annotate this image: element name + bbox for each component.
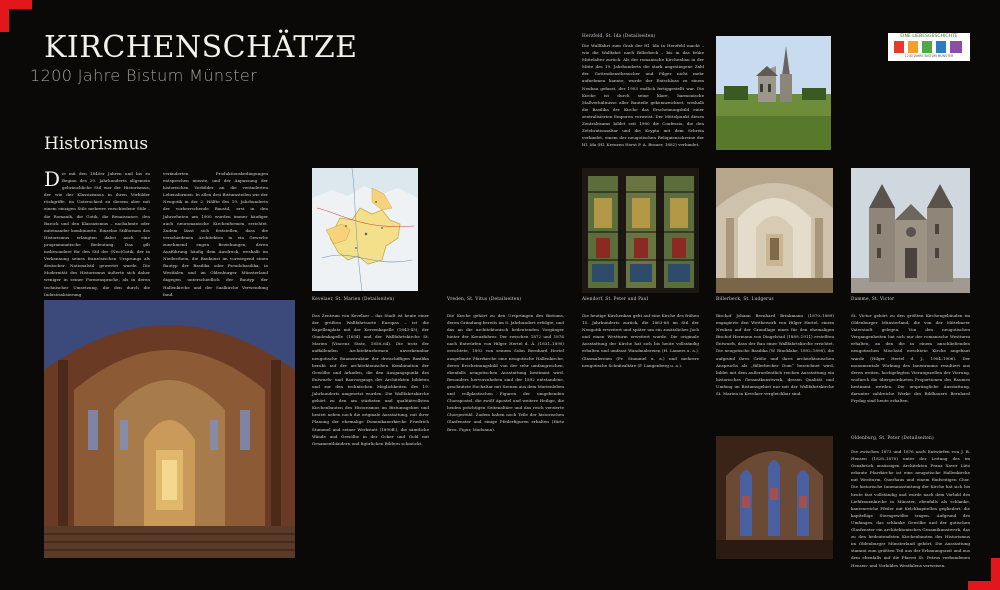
kevelaer-interior-photo — [44, 300, 295, 558]
damme-text: St. Victor gehört zu den größten Kirchengebäuden im Oldenburger Münsterland, die von der Mittelmeer Vaterstadt gelegen. Von den neugotischen Vergangenheiten hat sich nur der romanische Westturm erhalten, an den die in einem anschließenden neugotischen Mischstil errichtete Kirche angebaut wurde (Hilger Hertel d. J., 1904–1906). Der monumentale Wirkung des Innenraums resultiert aus deren weiten, hochgelegten Vierungszellen der Vierung, wodurch die übergeordneten Proportionen des Raumes bestimmt werden. Die ursprüngliche Ausstattung, darunter zahlreiche Werke des Bildhauers Bernhard Frydag sind heute erhalten. — [851, 313, 970, 404]
logo-subtitle: 1200 JAHRE BISTUM MÜNSTER — [904, 54, 954, 58]
oldenburg-text: Die zwischen 1873 und 1876 nach Entwürfen von J. B. Hensen (1828–1870) unter der Leitung des im Osnabrück ansässigen Architekten Franz Xaver Lütz erbaute Pfarrkirche ist eine neugotische Hallenkirche mit Westturm, Querhaus und einem fünfseitigen Chor. Die historische Innenausstattung der Kirche hat sich bis heute fast vollständig und wurde nach dem Vorbild des Liebfrauenkirche in Münster, ebenfalls als schlanke, kantenreiche Pfeiler mit Kelchkapitellen gegliedert, die kapitellige Sterngewölbe tragen. Aufgrund des Umfanges, das schlanke Gewölbe und der gotischen Glasfenster ein architektonisches Gesamtkunstwerk, das zu den bedeutendsten Kirchenbauten des Historismus im Oldenburger Münsterland gehört. Die Ausstattung stammt zum größten Teil aus der Erbauungszeit und aus dem ebenfalls auf die Pfarrei St. Petrus verbundenen Hensen- und Vorbildes Westfalens verweisen. — [851, 449, 970, 568]
kevelaer-caption: Kevelaer, St. Marien (Detailseiten) — [312, 297, 395, 302]
billerbeck-text: Bischof Johann Bernhard Brinkmann (1870–1889) engagierte den Wettbewerb von Hilger Hertel, einem Neubau auf der Grundlage eines für den ehemaligen Bischof Hermann von Dingelstad (1889–1911) erstellten Entwurfs, dass der Bau einer Wallfahrtskirche errichtet. Die neugotische Basilika (W. Rincklake, 1892–1898), die aufgrund ihres Größe und ihres architektonischen Anspruchs als „Billerbecker Dom“ bezeichnet wird, bildet mit dem außerordentlich reichen Ausstattung ein historisches Gesamtkunstwerk, dessen Qualität und Umfang im Bistumsgebiet nur mit der Wallfahrtskirche St. Marien in Kevelaer vergleichbar sind. — [716, 313, 834, 397]
dropcap: D — [44, 167, 61, 191]
diocese-map-image — [312, 168, 418, 291]
brand-subtitle: 1200 Jahre Bistum Münster — [30, 66, 258, 85]
aldendorf-stained-glass-photo — [582, 168, 699, 293]
damme-caption: Damme, St. Victor — [851, 297, 895, 302]
vreden-text: Die Kirche gehört zu den Ursprüngen des Bistums, deren Gründung bereits im 8. Jahrhundert erfolgte, und das an die architektonisch bedeutenden Vorgänger hinter der Kreuzfahrer. Der zwischen 1872 und 1876 nach Entwürfen von Hilger Hertel d. Ä. (1831–1890) errichtete, 1892 von seinem Sohn Bernhard Hertel ausgebaute Pfarrkirche eine neugotische Hallenkirche, deren Erscheinungsbild von der sehr umfangreichen, ebenfalls neugotischen Ausstattung bestimmt wird. Besonders hervorzuheben sind der 1892 entstandene, geschnitzte Hochaltar mit Szenen aus dem Marienleben und vollplastischen Figuren der umgebenden Chorapostel, die zwölf Apostel und weitere Heilige, die beiden prächtigen Seitenaltäre und das reich verzierte Chorgestühl. Zudem haben noch Teile der historischen Glasfenster und einige Pfeilerfiguren erhalten (Hirtz Bros. Figur, Madonna). — [447, 313, 564, 432]
intro-text-col2: veränderten Produktionsbedingungen entsprechen musste, und der Anpassung der historischen Vorbilder an die veränderten Lebensformen. In allen drei Bistumsteilen wie der Neugotik in der 2. Hälfte des 19. Jahrhunderts der vorherrschende Baustil, erst in den Jahrzehnten um 1900 wurden immer häufiger auch neuromanische Kirchenformen errichtet. Zudem lässt sich feststellen, dass die verschiedenen Architekten in ein Gewerbe zunehmend engen Beziehungen, deren Ausführung häufig dem Ausdruck, weshalb im Niederrhein, die Baukunst im vorwiegend einen Bautyp der Basilika oder Pseudobasilika, in Westfalen und im Oldenburger Münsterland dagegen unterschiedlich der Bautyp der Hallenkirche und der Saalkirche Verwendung fand. — [163, 171, 268, 297]
corner-mark-top-left-vertical — [0, 0, 9, 32]
oldenburg-interior-photo — [716, 436, 833, 559]
anniversary-logo — [888, 33, 970, 61]
oldenburg-caption: Oldenburg, St. Peter (Detailseiten) — [851, 436, 934, 441]
corner-mark-bottom-right-vertical — [991, 558, 1000, 590]
billerbeck-caption: Billerbeck, St. Ludgerus — [716, 297, 774, 302]
kevelaer-text: Das Zentrum von Kevelaer – das Stadt ist heute einer der größten Wallfahrtsorte Europas – ist die Kapellenplatz mit der Kerzenkapelle (1643-45), der Gnadenkapelle (1654) und der Wallfahrtskirche St. Marien (Vincenz Statz, 1858–64). Die trotz der auffallenden Architekturformen unverkennbar neugotische Raumstruktur der dreischiffigen Basilika beruht auf der architektonischen Kombination der Gewölbe und Arkaden, die den Ausgangspunkt des Entwurfs- und Bauvorgangs des Architekten bildeten und zur den technischen Möglichkeiten des 19. Jahrhunderts umgesetzt wurden. Die Wallfahrtskirche gehört zu den am stärksten und qualitätvollsten Kirchenbauten des Historismus im Bistumsgebiet und besitzt neben noch die originale Ausstattung, mit ihrer Planung der ehemalige Dominikanerkirche Friedrich Stummel und seiner Werkstatt (1890ff.), die sämtliche Wände und Gewölbe in der Ocker und Gold mit Ornamentbändern und figürlichen Bildern schmückt. — [312, 313, 429, 446]
map-graphic — [312, 168, 418, 291]
damme-church-photo — [851, 168, 970, 293]
intro-paragraph-1: ie mit den 1840er Jahren und bis zu Beginn des 20. Jahrhunderts allgemein gebräuchliche Stil war der Historismus, der wie der Klassizismus in ihren Vorbilder rückgriffe, im Unterschied zu diesem aber mit einem einzigen Stils mehrere verschiedene Stile – die Romanik, die Gotik, die Renaissance, den Barock und den Klassizismus – nachahmte oder miteinander kombinierte. Einzelne Stilformen des Historismus erlangten dabei auch eine programmatische Bedeutung. Das gilt insbesondere für den Stil der (Neo)Gotik, der in Verkennung seines französischen Ursprungs als deutscher Nationalstil gewertet wurde. Die Modernität des Historismus äußerte sich daher weniger in seiner Formensprache, als in deren technischer Umsetzung, die den durch die Industrialisierung — [44, 171, 150, 297]
vreden-caption: Vreden, St. Vitus (Detailseiten) — [447, 297, 522, 302]
section-title: Historismus — [44, 134, 149, 154]
herzfeld-text: Die Wallfahrt zum Grab der Hl. Ida in Herzfeld macht – wie die Wallfahrt nach Billerbeck – bis in das frühe Mittelalter zurück. Als der romanische Kirchenbau in der Mitte des 19. Jahrhunderts die stark angestiegene Zahl der Gottesdienstbesucher und Pilger nicht mehr aufnehmen konnte, wurde der Entschluss zu einem Neubau gefasst, der 1903 endlich fertiggestellt war. Die Kirche ist durch seine klare, harmonische Maßverhältnisse aller Bauteile gekennzeichnet, weshalb die Basilika der Kirche das Erscheinungsbild einer zentralisierten Emporen vorweist. Der Mittelpunkt dieses Zentralraums bildet seit 1980 die Confessio, die den Zelebrationsaltar und die Krypta mit dem Schrein verbindet, einem der neugotischen Reliquienschreine der Hl. Ida (Hl. Kreuzen Horst P. A. Brauer, 1882) verbindet. — [582, 43, 704, 148]
herzfeld-church-photo — [716, 36, 831, 150]
aldendorf-text: Die heutige Kirchenbau geht auf eine Kirche des frühen 15. Jahrhunderts zurück, die 1863-68 im Stil der Neugotik erweitert und später um ein zusätzliches Joch und einen Westturm erweitert wurde. Die originale Ausstattung der Kirche hat sich bis heute vollständig erhalten und umfasst Wandmalereien (H. Lamers u. a.), Glasmalereien (Fr. Stummel u. a.) und mehrere neugotische Schnitzaltäre (F. Langenberg u. a.). — [582, 313, 699, 368]
aldendorf-caption: Alendorf, St. Peter und Paul — [582, 297, 649, 302]
billerbeck-interior-photo — [716, 168, 833, 293]
brand-title: KIRCHENSCHÄTZE — [44, 30, 358, 65]
herzfeld-caption: Herzfeld, St. Ida (Detailseiten) — [582, 34, 656, 39]
intro-text-col1 — [44, 167, 150, 297]
logo-text: EINE LIEBESGESCHICHTE — [900, 34, 958, 39]
